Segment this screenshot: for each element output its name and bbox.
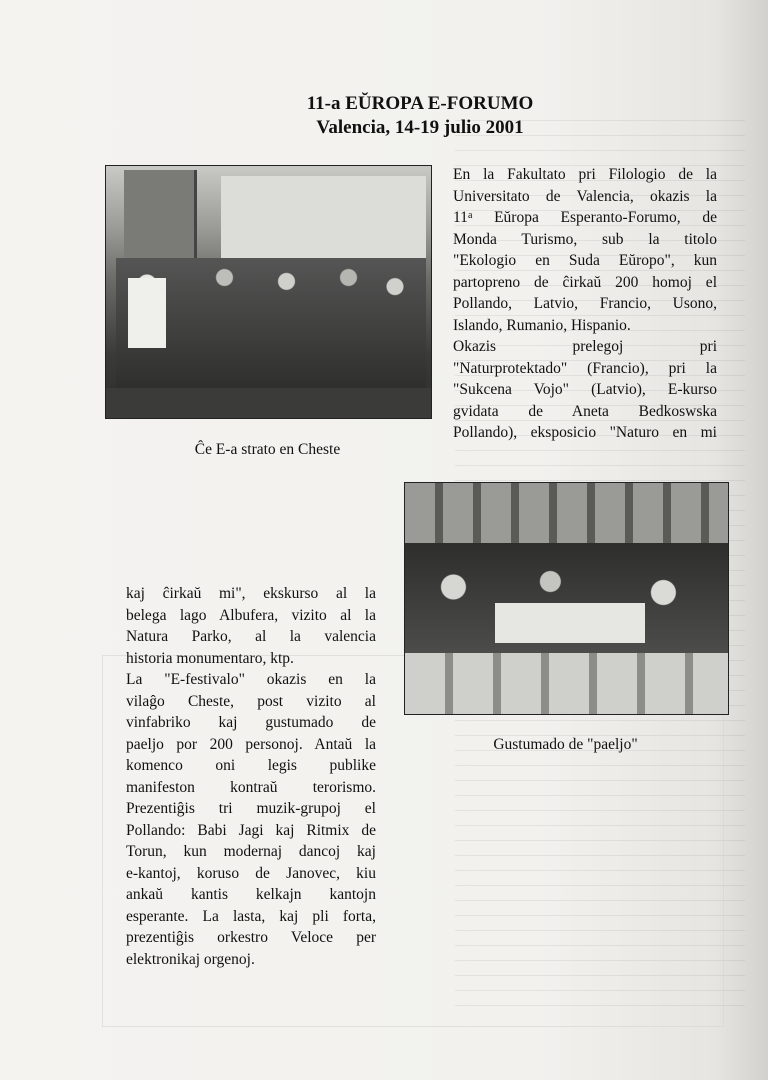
text-line xyxy=(453,207,717,229)
photo2-caption: Gustumado de "paeljo" xyxy=(493,736,638,753)
photo2-table xyxy=(495,603,645,643)
ordinal-number: 11 xyxy=(453,209,468,226)
text-line: prezentiĝis orkestro Veloce per xyxy=(126,929,376,946)
text-line: partopreno de ĉirkaŭ 200 homoj el xyxy=(453,273,717,291)
text-line: La "E-festivalo" okazis en la xyxy=(126,671,376,688)
text-line: "Naturprotektado" (Francio), pri la xyxy=(453,359,717,377)
photo1-caption: Ĉe E-a strato en Cheste xyxy=(194,441,341,458)
text-line: vinfabriko kaj gustumado de xyxy=(126,714,376,731)
text-line: vilaĝo Cheste, post vizito al xyxy=(126,692,376,710)
left-column-text xyxy=(126,583,376,970)
photo-street-group xyxy=(105,165,432,419)
text-line: paeljo por 200 personoj. Antaŭ la xyxy=(126,735,376,753)
photo1-ground xyxy=(106,388,431,418)
text-line: Natura Parko, al la valencia xyxy=(126,628,376,645)
text-line: Pollando), eksposicio "Naturo en mi xyxy=(453,424,717,441)
text-line: historia monumentaro, ktp. xyxy=(126,649,294,667)
text-line: Prezentiĝis tri muzik-grupoj el xyxy=(126,800,376,817)
text-line: En la Fakultato pri Filologio de la xyxy=(453,166,717,183)
article-title: 11-a EŬROPA E-FORUMO xyxy=(306,93,534,114)
ordinal-superscript: a xyxy=(467,210,473,221)
photo2-buildings xyxy=(405,483,728,543)
text-fragment: Eŭropa Esperanto-Forumo, de xyxy=(494,209,717,226)
photo1-sky xyxy=(221,176,426,266)
photo-paella-tasting xyxy=(404,482,729,715)
text-line: ankaŭ kantis kelkajn kantojn xyxy=(126,886,376,903)
text-line: kaj ĉirkaŭ mi", ekskurso al la xyxy=(126,585,376,602)
article-subtitle: Valencia, 14-19 julio 2001 xyxy=(316,117,524,138)
text-line: Islando, Rumanio, Hispanio. xyxy=(453,316,631,334)
right-column-text xyxy=(453,164,717,444)
text-line: Torun, kun modernaj dancoj kaj xyxy=(126,843,376,860)
text-line: belega lago Albufera, vizito al la xyxy=(126,606,376,624)
text-line: Okazis prelegoj pri xyxy=(453,338,717,355)
text-line: "Sukcena Vojo" (Latvio), E-kurso xyxy=(453,381,717,398)
text-line: komenco oni legis publike xyxy=(126,757,376,774)
text-line: esperante. La lasta, kaj pli forta, xyxy=(126,907,376,925)
text-line: "Ekologio en Suda Eŭropo", kun xyxy=(453,252,717,269)
text-line: e-kantoj, koruso de Janovec, kiu xyxy=(126,864,376,882)
photo1-man xyxy=(128,278,166,348)
text-line: Universitato de Valencia, okazis la xyxy=(453,187,717,205)
text-line: manifeston kontraŭ terorismo. xyxy=(126,778,376,796)
text-line: Pollando: Babi Jagi kaj Ritmix de xyxy=(126,821,376,839)
text-line: Monda Turismo, sub la titolo xyxy=(453,230,717,248)
text-line: elektronikaj orgenoj. xyxy=(126,950,255,968)
photo2-chairs xyxy=(405,653,728,714)
text-line: Pollando, Latvio, Francio, Usono, xyxy=(453,295,717,312)
text-line: gvidata de Aneta Bedkoswska xyxy=(453,402,717,420)
